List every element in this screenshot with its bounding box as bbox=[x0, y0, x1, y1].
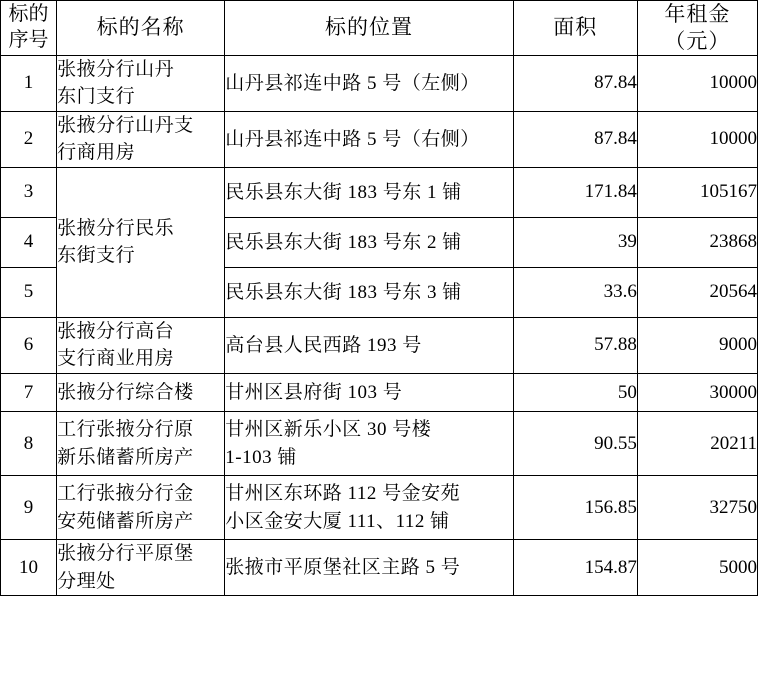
cell-area: 39 bbox=[513, 217, 637, 267]
column-header-index: 标的 序号 bbox=[1, 1, 57, 56]
table-row bbox=[1, 476, 758, 540]
cell-index: 3 bbox=[1, 167, 57, 217]
cell-area: 33.6 bbox=[513, 267, 637, 317]
cell-name: 张掖分行高台 支行商业用房 bbox=[57, 317, 225, 373]
cell-name: 工行张掖分行原 新乐储蓄所房产 bbox=[57, 412, 225, 476]
cell-location: 民乐县东大街 183 号东 2 铺 bbox=[225, 217, 513, 267]
table-row bbox=[1, 167, 758, 217]
cell-rent: 30000 bbox=[637, 374, 757, 412]
cell-index: 7 bbox=[1, 374, 57, 412]
cell-rent: 23868 bbox=[637, 217, 757, 267]
cell-rent: 105167 bbox=[637, 167, 757, 217]
cell-area: 87.84 bbox=[513, 111, 637, 167]
table-row bbox=[1, 412, 758, 476]
column-header-location: 标的位置 bbox=[225, 1, 513, 56]
table-row bbox=[1, 55, 758, 111]
cell-area: 87.84 bbox=[513, 55, 637, 111]
cell-location: 山丹县祁连中路 5 号（右侧） bbox=[225, 111, 513, 167]
cell-index: 9 bbox=[1, 476, 57, 540]
cell-rent: 20564 bbox=[637, 267, 757, 317]
table-body bbox=[1, 55, 758, 595]
cell-index: 8 bbox=[1, 412, 57, 476]
column-header-area: 面积 bbox=[513, 1, 637, 56]
cell-index: 5 bbox=[1, 267, 57, 317]
cell-index: 6 bbox=[1, 317, 57, 373]
cell-area: 171.84 bbox=[513, 167, 637, 217]
table-row bbox=[1, 111, 758, 167]
cell-name: 张掖分行山丹 东门支行 bbox=[57, 55, 225, 111]
cell-location: 甘州区东环路 112 号金安苑 小区金安大厦 111、112 铺 bbox=[225, 476, 513, 540]
cell-location: 山丹县祁连中路 5 号（左侧） bbox=[225, 55, 513, 111]
table-row bbox=[1, 317, 758, 373]
table-header bbox=[1, 1, 758, 56]
cell-area: 156.85 bbox=[513, 476, 637, 540]
column-header-name: 标的名称 bbox=[57, 1, 225, 56]
cell-rent: 10000 bbox=[637, 55, 757, 111]
cell-area: 57.88 bbox=[513, 317, 637, 373]
table-row bbox=[1, 374, 758, 412]
cell-rent: 5000 bbox=[637, 540, 757, 596]
cell-location: 甘州区县府街 103 号 bbox=[225, 374, 513, 412]
table-row bbox=[1, 540, 758, 596]
cell-rent: 10000 bbox=[637, 111, 757, 167]
cell-area: 90.55 bbox=[513, 412, 637, 476]
cell-name: 张掖分行山丹支 行商用房 bbox=[57, 111, 225, 167]
cell-name: 张掖分行平原堡 分理处 bbox=[57, 540, 225, 596]
cell-name: 张掖分行民乐 东街支行 bbox=[57, 167, 225, 317]
cell-location: 民乐县东大街 183 号东 1 铺 bbox=[225, 167, 513, 217]
cell-index: 2 bbox=[1, 111, 57, 167]
table-header-row bbox=[1, 1, 758, 56]
cell-area: 50 bbox=[513, 374, 637, 412]
cell-rent: 9000 bbox=[637, 317, 757, 373]
cell-index: 4 bbox=[1, 217, 57, 267]
cell-index: 10 bbox=[1, 540, 57, 596]
cell-location: 高台县人民西路 193 号 bbox=[225, 317, 513, 373]
cell-name: 工行张掖分行金 安苑储蓄所房产 bbox=[57, 476, 225, 540]
cell-index: 1 bbox=[1, 55, 57, 111]
cell-location: 张掖市平原堡社区主路 5 号 bbox=[225, 540, 513, 596]
cell-location: 民乐县东大街 183 号东 3 铺 bbox=[225, 267, 513, 317]
cell-area: 154.87 bbox=[513, 540, 637, 596]
cell-rent: 32750 bbox=[637, 476, 757, 540]
column-header-rent: 年租金 （元） bbox=[637, 1, 757, 56]
cell-location: 甘州区新乐小区 30 号楼 1-103 铺 bbox=[225, 412, 513, 476]
cell-name: 张掖分行综合楼 bbox=[57, 374, 225, 412]
cell-rent: 20211 bbox=[637, 412, 757, 476]
